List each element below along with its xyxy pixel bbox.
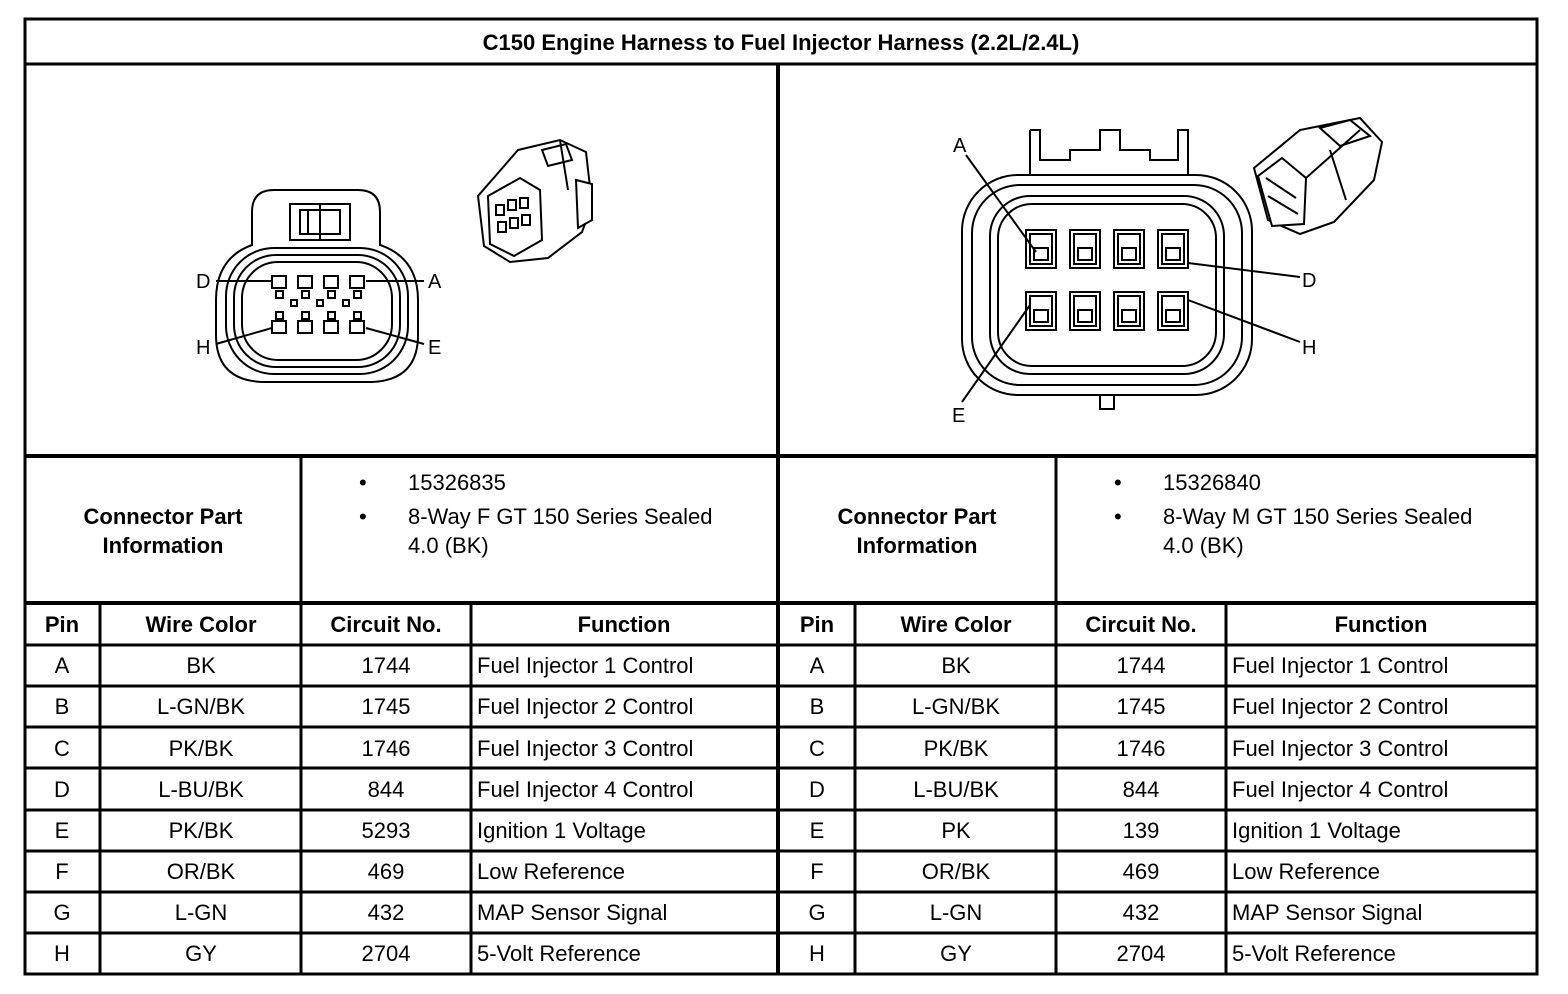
pin-cell: C [809, 736, 825, 761]
table-row [809, 736, 1448, 761]
pin-callout-a: A [953, 135, 967, 157]
part-description-line1: 8-Way M GT 150 Series Sealed [1163, 504, 1473, 529]
circuit-cell: 469 [1122, 859, 1160, 884]
pin-cell: G [808, 900, 826, 925]
function-cell: MAP Sensor Signal [477, 900, 668, 925]
pin-cell: F [810, 859, 824, 884]
circuit-cell: 432 [1122, 900, 1160, 925]
bullet: • [359, 504, 367, 529]
part-description-line2: 4.0 (BK) [1163, 533, 1244, 558]
wire-color-cell: OR/BK [166, 859, 236, 884]
wire-color-cell: PK/BK [923, 736, 989, 761]
pin-cell: A [54, 653, 70, 678]
function-cell: Low Reference [1232, 859, 1380, 884]
function-cell: Fuel Injector 1 Control [1232, 653, 1449, 678]
circuit-cell: 1744 [1116, 653, 1166, 678]
header-wire-color: Wire Color [145, 612, 257, 637]
circuit-cell: 1746 [1116, 736, 1166, 761]
right-pin-table [800, 612, 1449, 966]
pin-cell: D [54, 777, 70, 802]
wire-color-cell: L-GN [174, 900, 228, 925]
wire-color-cell: PK [941, 818, 971, 843]
function-cell: Fuel Injector 3 Control [1232, 736, 1449, 761]
circuit-cell: 432 [367, 900, 405, 925]
table-row [809, 941, 1396, 966]
table-row [55, 694, 694, 719]
left-pin-table [45, 612, 694, 966]
header-circuit-no: Circuit No. [1085, 612, 1197, 637]
table-row [810, 653, 1449, 678]
pin-callout-h: H [196, 337, 211, 359]
pin-cell: B [809, 694, 825, 719]
circuit-cell: 139 [1122, 818, 1160, 843]
function-cell: Fuel Injector 4 Control [477, 777, 694, 802]
part-info-label-line1: Connector Part [837, 504, 997, 529]
female-connector-face [216, 190, 424, 382]
part-info-label-line2: Information [102, 533, 224, 558]
pin-cell: A [809, 653, 825, 678]
function-cell: Fuel Injector 4 Control [1232, 777, 1449, 802]
right-part-info [838, 470, 1473, 558]
header-wire-color: Wire Color [900, 612, 1012, 637]
wire-color-cell: L-GN/BK [156, 694, 246, 719]
pin-cell: C [54, 736, 70, 761]
wire-color-cell: L-GN [929, 900, 983, 925]
circuit-cell: 1744 [361, 653, 411, 678]
header-pin: Pin [44, 612, 80, 637]
table-row [808, 900, 1422, 925]
circuit-cell: 1746 [361, 736, 411, 761]
female-pin-callouts [196, 271, 442, 359]
wire-color-cell: PK/BK [168, 818, 234, 843]
header-function: Function [1334, 612, 1428, 637]
female-connector-sketch [478, 140, 592, 262]
function-cell: Fuel Injector 1 Control [477, 653, 694, 678]
circuit-cell: 844 [1122, 777, 1160, 802]
sheet-title: C150 Engine Harness to Fuel Injector Harness (2.2L/2.4L) [482, 30, 1080, 55]
wire-color-cell: PK/BK [168, 736, 234, 761]
header-pin: Pin [799, 612, 835, 637]
circuit-cell: 1745 [1116, 694, 1166, 719]
table-row [810, 694, 1449, 719]
bullet: • [1114, 504, 1122, 529]
function-cell: Fuel Injector 2 Control [477, 694, 694, 719]
pin-cell: F [55, 859, 69, 884]
pin-cell: E [54, 818, 70, 843]
wire-color-cell: GY [940, 941, 972, 966]
pin-cell: H [54, 941, 70, 966]
table-header-row [45, 612, 671, 637]
wire-color-cell: BK [941, 653, 971, 678]
circuit-cell: 2704 [1116, 941, 1166, 966]
wire-color-cell: BK [186, 653, 216, 678]
pin-cell: G [53, 900, 71, 925]
wire-color-cell: GY [185, 941, 217, 966]
table-row [54, 941, 641, 966]
table-row [810, 859, 1380, 884]
part-number: 15326835 [408, 470, 506, 495]
function-cell: Ignition 1 Voltage [477, 818, 646, 843]
circuit-cell: 844 [367, 777, 405, 802]
function-cell: Ignition 1 Voltage [1232, 818, 1401, 843]
function-cell: 5-Volt Reference [477, 941, 641, 966]
table-row [55, 818, 646, 843]
pin-callout-e: E [428, 337, 442, 359]
header-circuit-no: Circuit No. [330, 612, 442, 637]
table-row [810, 818, 1401, 843]
table-row [55, 653, 694, 678]
part-number: 15326840 [1163, 470, 1261, 495]
bullet: • [359, 470, 367, 495]
part-info-label-line1: Connector Part [83, 504, 243, 529]
circuit-cell: 5293 [361, 818, 411, 843]
pin-callout-e: E [952, 405, 966, 427]
pin-cell: B [54, 694, 70, 719]
wire-color-cell: OR/BK [921, 859, 991, 884]
table-header-row [800, 612, 1428, 637]
pin-cell: D [809, 777, 825, 802]
header-function: Function [577, 612, 671, 637]
function-cell: Fuel Injector 3 Control [477, 736, 694, 761]
wire-color-cell: L-BU/BK [158, 777, 244, 802]
function-cell: Low Reference [477, 859, 625, 884]
circuit-cell: 2704 [361, 941, 411, 966]
bullet: • [1114, 470, 1122, 495]
wire-color-cell: L-GN/BK [911, 694, 1001, 719]
table-row [53, 900, 667, 925]
part-description-line2: 4.0 (BK) [408, 533, 489, 558]
male-connector-face [962, 130, 1300, 409]
function-cell: 5-Volt Reference [1232, 941, 1396, 966]
pin-callout-d: D [1302, 270, 1317, 292]
circuit-cell: 469 [367, 859, 405, 884]
wire-color-cell: L-BU/BK [913, 777, 999, 802]
pin-callout-d: D [196, 271, 211, 293]
left-part-info [84, 470, 713, 558]
function-cell: MAP Sensor Signal [1232, 900, 1423, 925]
function-cell: Fuel Injector 2 Control [1232, 694, 1449, 719]
male-connector-sketch [1254, 118, 1382, 234]
circuit-cell: 1745 [361, 694, 411, 719]
table-row [809, 777, 1448, 802]
pin-cell: H [809, 941, 825, 966]
table-row [55, 859, 625, 884]
pin-callout-a: A [428, 271, 442, 293]
table-row [54, 777, 693, 802]
table-row [54, 736, 693, 761]
pin-callout-h: H [1302, 337, 1317, 359]
part-description-line1: 8-Way F GT 150 Series Sealed [408, 504, 713, 529]
part-info-label-line2: Information [856, 533, 978, 558]
pin-cell: E [809, 818, 825, 843]
